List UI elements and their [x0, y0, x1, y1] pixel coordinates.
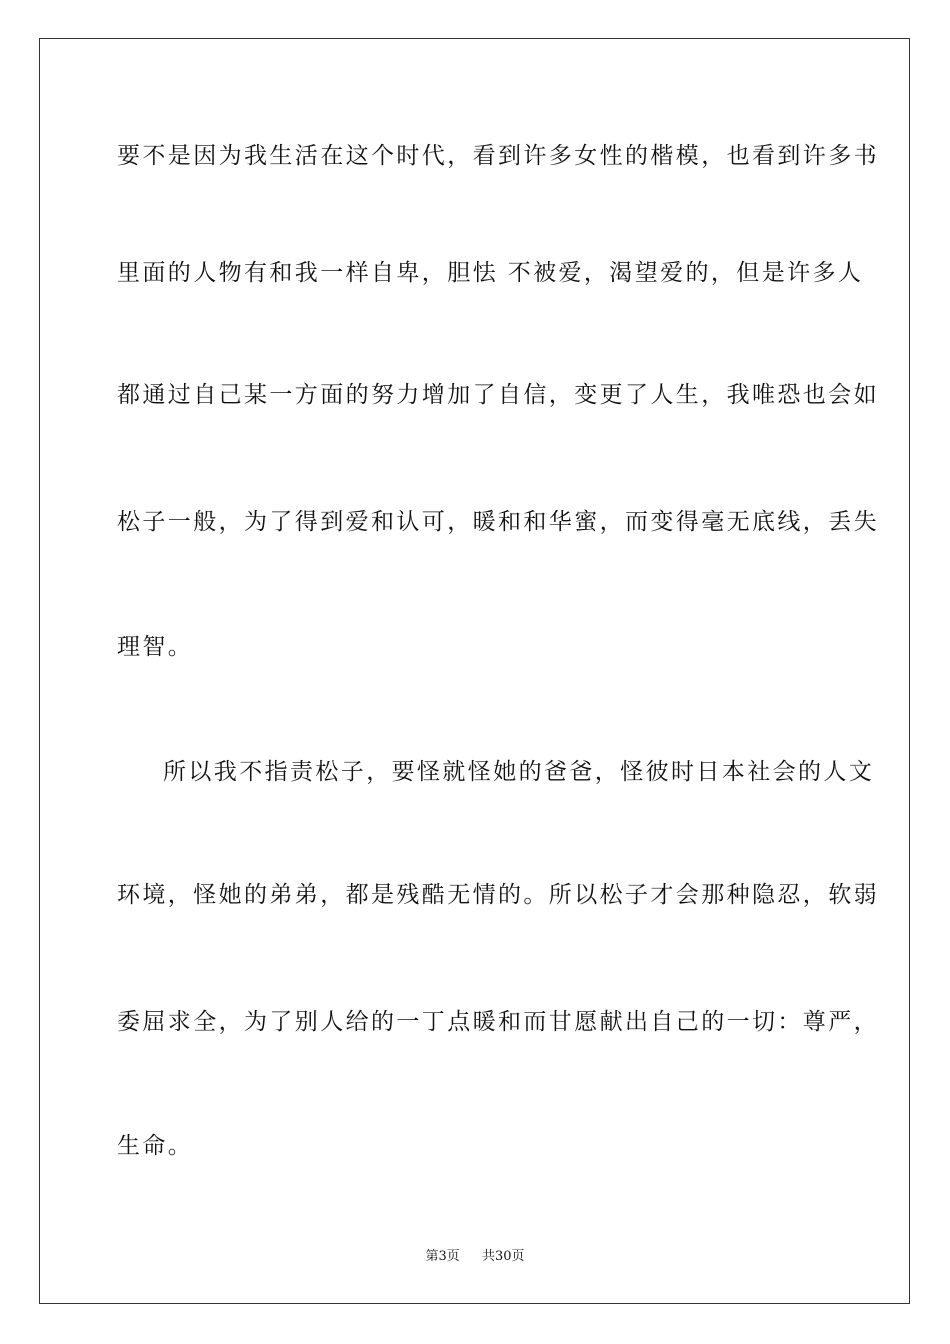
- paragraph-line: 理智。: [117, 634, 194, 660]
- paragraph-line: 里面的人物有和我一样自卑，胆怯 不被爱，渴望爱的，但是许多人: [117, 260, 864, 286]
- page-border: [39, 38, 910, 1304]
- paragraph-line: 委屈求全，为了别人给的一丁点暖和而甘愿献出自己的一切：尊严，: [117, 1009, 879, 1035]
- page-number: 第3页: [425, 1249, 460, 1264]
- paragraph-line: 都通过自己某一方面的努力增加了自信，变更了人生，我唯恐也会如: [117, 382, 879, 408]
- page-total: 共30页: [482, 1249, 525, 1264]
- paragraph-line: 松子一般，为了得到爱和认可，暖和和华蜜，而变得毫无底线，丢失: [117, 509, 879, 535]
- paragraph-line: 环境，怪她的弟弟，都是残酷无情的。所以松子才会那种隐忍，软弱: [117, 882, 879, 908]
- page-footer: [0, 1248, 950, 1266]
- paragraph-line: 要不是因为我生活在这个时代，看到许多女性的楷模，也看到许多书: [117, 143, 879, 169]
- paragraph-line: 生命。: [117, 1133, 194, 1159]
- paragraph-line: 所以我不指责松子，要怪就怪她的爸爸，怪彼时日本社会的人文: [163, 759, 875, 785]
